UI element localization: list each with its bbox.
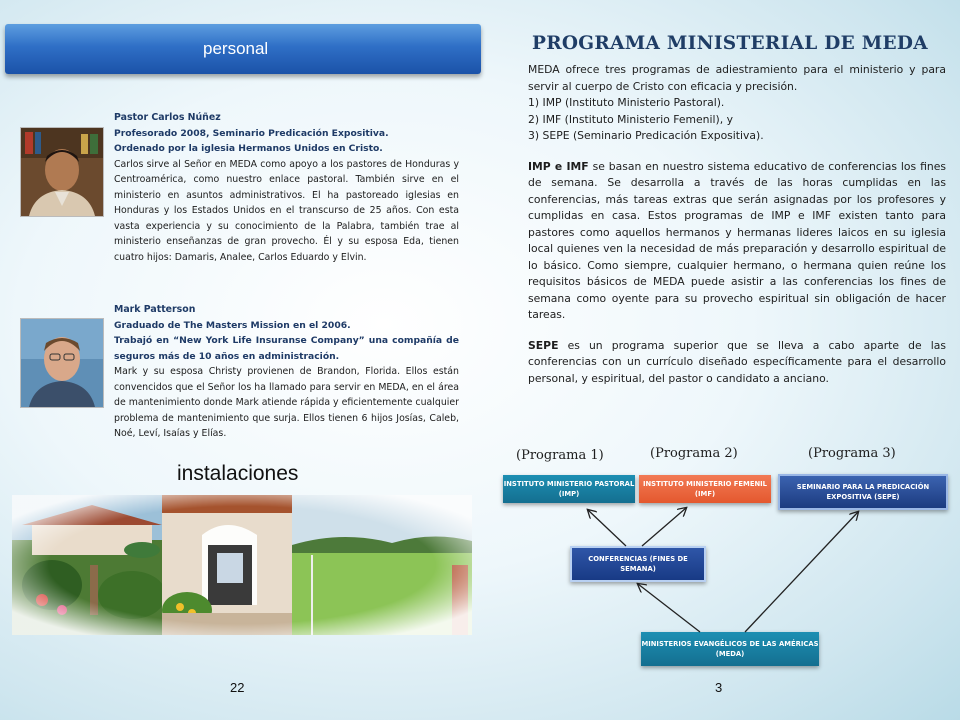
person-credential: Ordenado por la iglesia Hermanos Unidos en Cristo. [114,143,383,154]
facilities-title: instalaciones [177,462,299,485]
person-name: Mark Patterson [114,304,196,315]
imp-imf-lead: IMP e IMF [528,159,589,173]
program-list-item: 3) SEPE (Seminario Predicación Expositiva). [528,129,764,142]
box-sepe-label: SEMINARIO PARA LA PREDICACIÓN EXPOSITIVA (SEPE) [796,483,930,501]
sepe-lead: SEPE [528,338,559,352]
section-title: personal [203,39,269,58]
box-imf-label: INSTITUTO MINISTERIO FEMENIL (IMF) [642,480,768,498]
person-credential: Trabajó en “New York Life Insuranse Company” una compañía de seguros más de 10 años en administración. [114,335,459,362]
arrow-conf-to-imf [642,508,686,546]
sepe-text: es un programa superior que se lleva a cabo aparte de las conferencias con un currículo diseñado específicamente para el desarrollo personal, y espiritual, del pastor o candidato a anciano. [528,338,946,385]
arrow-conf-to-imp [588,510,626,546]
arrow-meda-to-conf [638,584,700,632]
person-bio: Mark y su esposa Christy provienen de Brandon, Florida. Ellos están convencidos que el Señor los ha llamado para servir en MEDA, en el área de mantenimiento donde Mark atiende rápida y eficientemente cualquier problema de mantenimiento que surja. Ellos tienen 6 hijos Josías, Caleb, Noé, Leví, Isaías y Elías. [114,366,459,439]
intro-paragraph: MEDA ofrece tres programas de adiestramiento para el ministerio y para servir al cuerpo de Cristo con eficacia y precisión. [528,63,946,93]
program-list-item: 1) IMP (Instituto Ministerio Pastoral). [528,96,725,109]
page-number-left: 22 [230,680,245,695]
program-3-label: (Programa 3) [808,446,896,461]
box-conferencias-label: CONFERENCIAS (FINES DE SEMANA) [588,555,688,573]
person-credential: Profesorado 2008, Seminario Predicación Expositiva. [114,127,389,139]
page-number-right: 3 [715,680,723,695]
arrow-meda-to-sepe [745,512,858,632]
box-meda-label: MINISTERIOS EVANGÉLICOS DE LAS AMÉRICAS (MEDA) [641,640,819,658]
box-imp-label: INSTITUTO MINISTERIO PASTORAL (IMP) [503,480,635,498]
person-credential: Graduado de The Masters Mission en el 2006. [114,319,351,331]
person-bio: Carlos sirve al Señor en MEDA como apoyo a los pastores de Honduras y Centroamérica, como nuestro enlace pastoral. También sirve en el ministerio en asuntos administrativos. El ha pastoreado iglesias en Honduras y los Estados Unidos en el transcurso de 25 años. Con esta vasta experiencia y su conocimiento de la Palabra, también trae al ministerio enseñanzas de gran provecho. Él y su esposa Eda, tienen cuatro hijos: Damaris, Analee, Carlos Eduardo y Elvin. [114,158,459,263]
program-list-item: 2) IMF (Instituto Ministerio Femenil), y [528,112,733,126]
person-name: Pastor Carlos Núñez [114,112,221,123]
program-title: PROGRAMA MINISTERIAL DE MEDA [532,33,928,54]
imp-imf-text: se basan en nuestro sistema educativo de conferencias los fines de semana. Se desarrolla a través de las horas cumplidas en las conferencias, más tareas extras que serán asignadas por los profesores y cumplidas en casa. Estos programas de IMP e IMF existen tanto para pastores como aquellos hermanos y hermanas lideres laicos en su iglesia local quienes ven la necesidad de más preparación y desarrollo espiritual de lo básico. Como siempre, cualquier hermano, o hermana quien reúne los requisitos básicos de MEDA puede asistir a las conferencias los fines de semana como oyente para su provecho espiritual sin obligación de hacer tareas. [528,159,946,321]
program-1-label: (Programa 1) [516,448,604,463]
program-2-label: (Programa 2) [650,446,738,461]
